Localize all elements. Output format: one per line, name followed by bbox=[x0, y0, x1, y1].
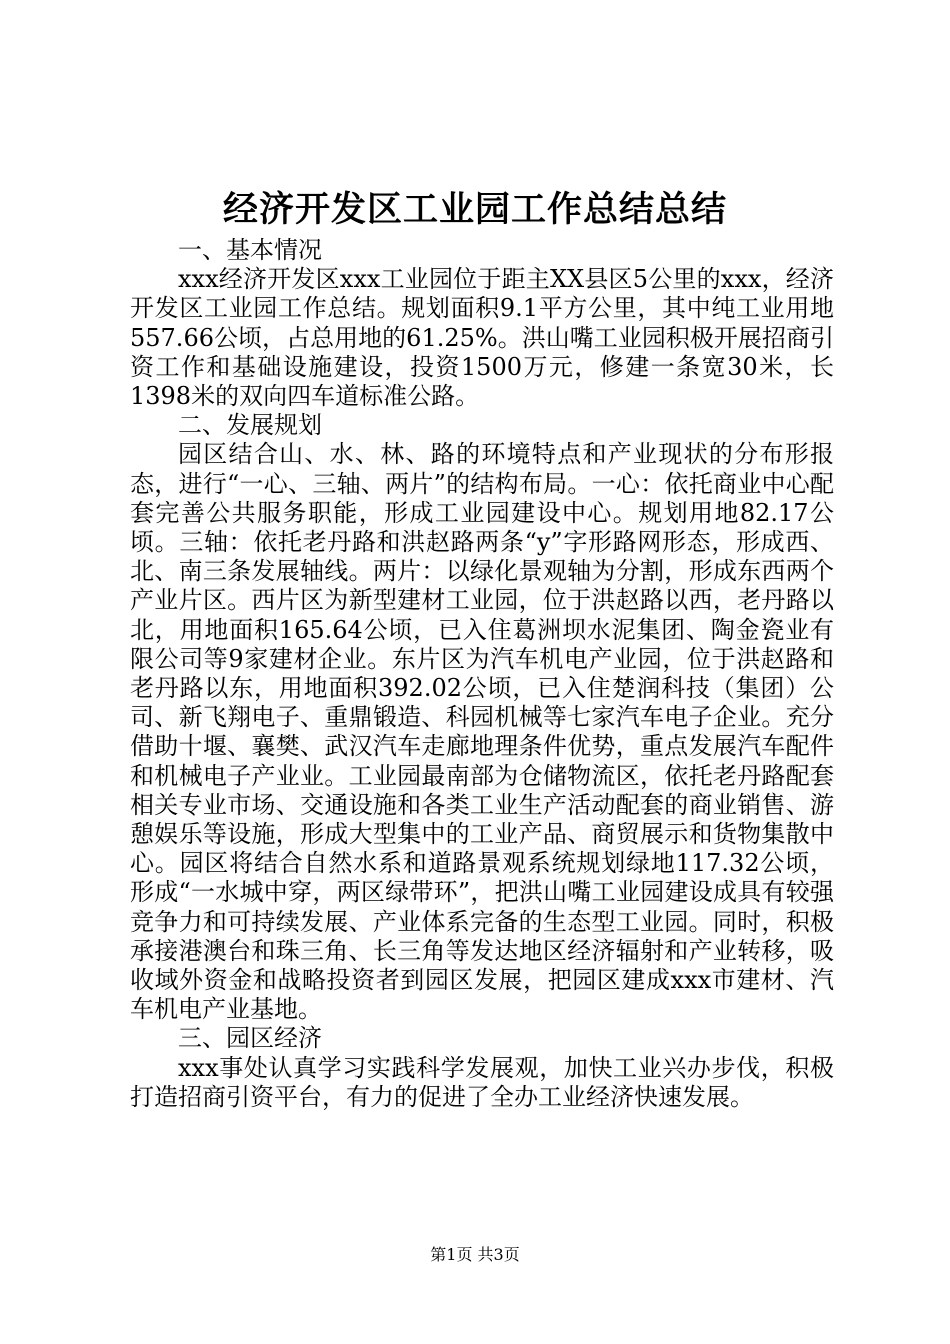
document-title: 经济开发区工业园工作总结总结 bbox=[222, 189, 727, 230]
section-paragraph-basic-info: xxx经济开发区xxx工业园位于距主XX县区5公里的xxx，经济开发区工业园工作总结。规划面积9.1平方公里，其中纯工业用地557.66公顷，占总用地的61.25%。洪山嘴工业园积极开展招商引资工作和基础设施建设，投资1500万元，修建一条宽30米，长1398米的双向四车道标准公路。 bbox=[130, 265, 834, 411]
section-heading-development-plan: 二、发展规划 bbox=[178, 411, 322, 440]
document-body bbox=[130, 236, 834, 1112]
section-paragraph-park-economy: xxx事处认真学习实践科学发展观，加快工业兴办步伐，积极打造招商引资平台，有力的促进了全办工业经济快速发展。 bbox=[130, 1053, 834, 1111]
section-heading-basic-info: 一、基本情况 bbox=[178, 236, 322, 264]
section-heading-park-economy: 三、园区经济 bbox=[178, 1024, 322, 1053]
page-number-footer: 第1页 共3页 bbox=[430, 1245, 520, 1264]
section-paragraph-development-plan: 园区结合山、水、林、路的环境特点和产业现状的分布形报态，进行“一心、三轴、两片”的结构布局。一心：依托商业中心配套完善公共服务职能，形成工业园建设中心。规划用地82.17公顷。三轴：依托老丹路和洪赵路两条“y”字形路网形态，形成西、北、南三条发展轴线。两片：以绿化景观轴为分割，形成东西两个产业片区。西片区为新型建材工业园，位于洪赵路以西，老丹路以北，用地面积165.64公顷，已入住葛洲坝水泥集团、陶金瓷业有限公司等9家建材企业。东片区为汽车机电产业园，位于洪赵路和老丹路以东，用地面积392.02公顷，已入住楚润科技（集团）公司、新飞翔电子、重鼎锻造、科园机械等七家汽车电子企业。充分借助十堰、襄樊、武汉汽车走廊地理条件优势，重点发展汽车配件和机械电子产业业。工业园最南部为仓储物流区，依托老丹路配套相关专业市场、交通设施和各类工业生产活动配套的商业销售、游憩娱乐等设施，形成大型集中的工业产品、商贸展示和货物集散中心。园区将结合自然水系和道路景观系统规划绿地117.32公顷，形成“一水城中穿，两区绿带环”，把洪山嘴工业园建设成具有较强竞争力和可持续发展、产业体系完备的生态型工业园。同时，积极承接港澳台和珠三角、长三角等发达地区经济辐射和产业转移，吸收域外资金和战略投资者到园区发展，把园区建成xxx市建材、汽车机电产业基地。 bbox=[130, 440, 834, 1024]
